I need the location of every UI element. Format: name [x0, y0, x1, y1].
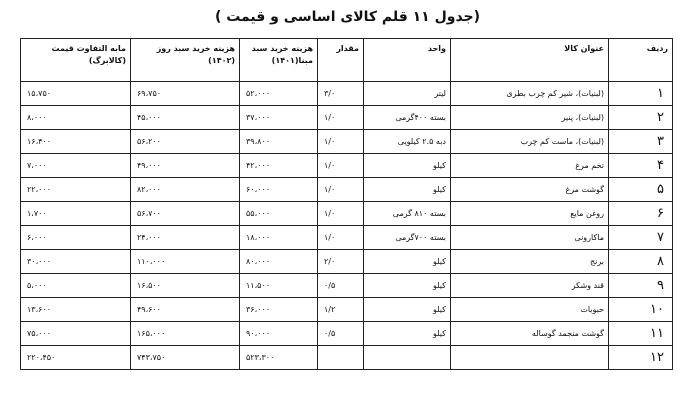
item-name: حبوبات	[451, 298, 609, 322]
item-name: برنج	[451, 250, 609, 274]
item-unit: بسته ۸۱۰ گرمی	[364, 202, 451, 226]
item-name: گوشت مرغ	[451, 178, 609, 202]
cost-1402: ۴۵،۰۰۰	[131, 106, 240, 130]
row-number: ۸	[609, 250, 673, 274]
item-unit: لیتر	[364, 82, 451, 106]
table-row	[21, 226, 673, 250]
price-difference: ۲۲۰،۴۵۰	[21, 346, 131, 370]
item-unit: کیلو	[364, 322, 451, 346]
price-difference: ۲۲،۰۰۰	[21, 178, 131, 202]
row-number: ۵	[609, 178, 673, 202]
header-cost-1401: هزینه خرید سبد مبنا(۱۴۰۱)	[240, 39, 318, 82]
item-amount: ۳/۰	[318, 82, 364, 106]
item-amount: ۱/۰	[318, 202, 364, 226]
cost-1401: ۵۲۳،۳۰۰	[240, 346, 318, 370]
row-number: ۹	[609, 274, 673, 298]
item-name: (لبنیات)، پنیر	[451, 106, 609, 130]
item-name: (لبنیات)، شیر کم چرب بطری	[451, 82, 609, 106]
item-amount: ۱/۰	[318, 178, 364, 202]
table-row	[21, 274, 673, 298]
cost-1402: ۱۶،۵۰۰	[131, 274, 240, 298]
cost-1401: ۸۰،۰۰۰	[240, 250, 318, 274]
row-number: ۷	[609, 226, 673, 250]
item-unit	[364, 346, 451, 370]
item-amount: ۱/۰	[318, 106, 364, 130]
item-name: گوشت منجمد گوساله	[451, 322, 609, 346]
table-row	[21, 106, 673, 130]
row-number: ۱۲	[609, 346, 673, 370]
cost-1401: ۳۹،۸۰۰	[240, 130, 318, 154]
table-row	[21, 322, 673, 346]
page-title: (جدول ۱۱ قلم کالای اساسی و قیمت )	[214, 9, 481, 25]
price-difference: ۷،۰۰۰	[21, 154, 131, 178]
item-unit: بسته ۴۰۰گرمی	[364, 106, 451, 130]
table-row	[21, 202, 673, 226]
cost-1402: ۶۹،۷۵۰	[131, 82, 240, 106]
table-row	[21, 250, 673, 274]
price-difference: ۱۳،۶۰۰	[21, 298, 131, 322]
cost-1402: ۷۴۳،۷۵۰	[131, 346, 240, 370]
item-unit: بسته ۷۰۰گرمی	[364, 226, 451, 250]
item-name: روغن مایع	[451, 202, 609, 226]
cost-1401: ۴۲،۰۰۰	[240, 154, 318, 178]
price-difference: ۱۵،۷۵۰	[21, 82, 131, 106]
cost-1401: ۵۵،۰۰۰	[240, 202, 318, 226]
row-number: ۱	[609, 82, 673, 106]
cost-1401: ۱۸،۰۰۰	[240, 226, 318, 250]
table-row	[21, 298, 673, 322]
item-unit: کیلو	[364, 178, 451, 202]
price-difference: ۳۰،۰۰۰	[21, 250, 131, 274]
item-name: قند وشکر	[451, 274, 609, 298]
price-difference: ۵،۰۰۰	[21, 274, 131, 298]
table-row	[21, 130, 673, 154]
cost-1401: ۳۷،۰۰۰	[240, 106, 318, 130]
cost-1402: ۱۱۰،۰۰۰	[131, 250, 240, 274]
item-unit: دبه ۲.۵ کیلویی	[364, 130, 451, 154]
price-difference: ۷۵،۰۰۰	[21, 322, 131, 346]
row-number: ۱۱	[609, 322, 673, 346]
header-amount: مقدار	[318, 39, 364, 82]
cost-1401: ۵۲،۰۰۰	[240, 82, 318, 106]
cost-1402: ۴۹،۰۰۰	[131, 154, 240, 178]
table-row	[21, 154, 673, 178]
cost-1402: ۴۹،۶۰۰	[131, 298, 240, 322]
cost-1401: ۶۰،۰۰۰	[240, 178, 318, 202]
item-amount: ۲/۰	[318, 250, 364, 274]
item-unit: کیلو	[364, 250, 451, 274]
row-number: ۱۰	[609, 298, 673, 322]
price-difference: ۱،۷۰۰	[21, 202, 131, 226]
cost-1401: ۳۶،۰۰۰	[240, 298, 318, 322]
table-row	[21, 82, 673, 106]
header-unit: واحد	[364, 39, 451, 82]
item-unit: کیلو	[364, 274, 451, 298]
cost-1402: ۸۲،۰۰۰	[131, 178, 240, 202]
table-body	[21, 82, 673, 370]
goods-table	[20, 38, 673, 370]
cost-1402: ۵۶،۲۰۰	[131, 130, 240, 154]
item-amount: ۱/۰	[318, 130, 364, 154]
cost-1401: ۱۱،۵۰۰	[240, 274, 318, 298]
row-number: ۶	[609, 202, 673, 226]
row-number: ۳	[609, 130, 673, 154]
cost-1401: ۹۰،۰۰۰	[240, 322, 318, 346]
item-amount: ۱/۲	[318, 298, 364, 322]
cost-1402: ۱۶۵،۰۰۰	[131, 322, 240, 346]
item-name: (لبنیات)، ماست کم چرب	[451, 130, 609, 154]
item-amount: ۱/۰	[318, 154, 364, 178]
item-name	[451, 346, 609, 370]
header-difference: مابه التفاوت قیمت (کالابرگ)	[21, 39, 131, 82]
table-row	[21, 178, 673, 202]
item-amount	[318, 346, 364, 370]
item-unit: کیلو	[364, 298, 451, 322]
price-difference: ۸،۰۰۰	[21, 106, 131, 130]
header-item-name: عنوان کالا	[451, 39, 609, 82]
cost-1402: ۲۴،۰۰۰	[131, 226, 240, 250]
header-row-number: ردیف	[609, 39, 673, 82]
price-difference: ۱۶،۴۰۰	[21, 130, 131, 154]
item-unit: کیلو	[364, 154, 451, 178]
cost-1402: ۵۶،۷۰۰	[131, 202, 240, 226]
item-name: ماکارونی	[451, 226, 609, 250]
table-row	[21, 346, 673, 370]
item-name: تخم مرغ	[451, 154, 609, 178]
item-amount: ۱/۰	[318, 226, 364, 250]
row-number: ۴	[609, 154, 673, 178]
table-header-row	[21, 39, 673, 82]
price-difference: ۶،۰۰۰	[21, 226, 131, 250]
header-cost-1402: هزینه خرید سبد روز (۱۴۰۲)	[131, 39, 240, 82]
item-amount: ۰/۵	[318, 322, 364, 346]
row-number: ۲	[609, 106, 673, 130]
item-amount: ۰/۵	[318, 274, 364, 298]
